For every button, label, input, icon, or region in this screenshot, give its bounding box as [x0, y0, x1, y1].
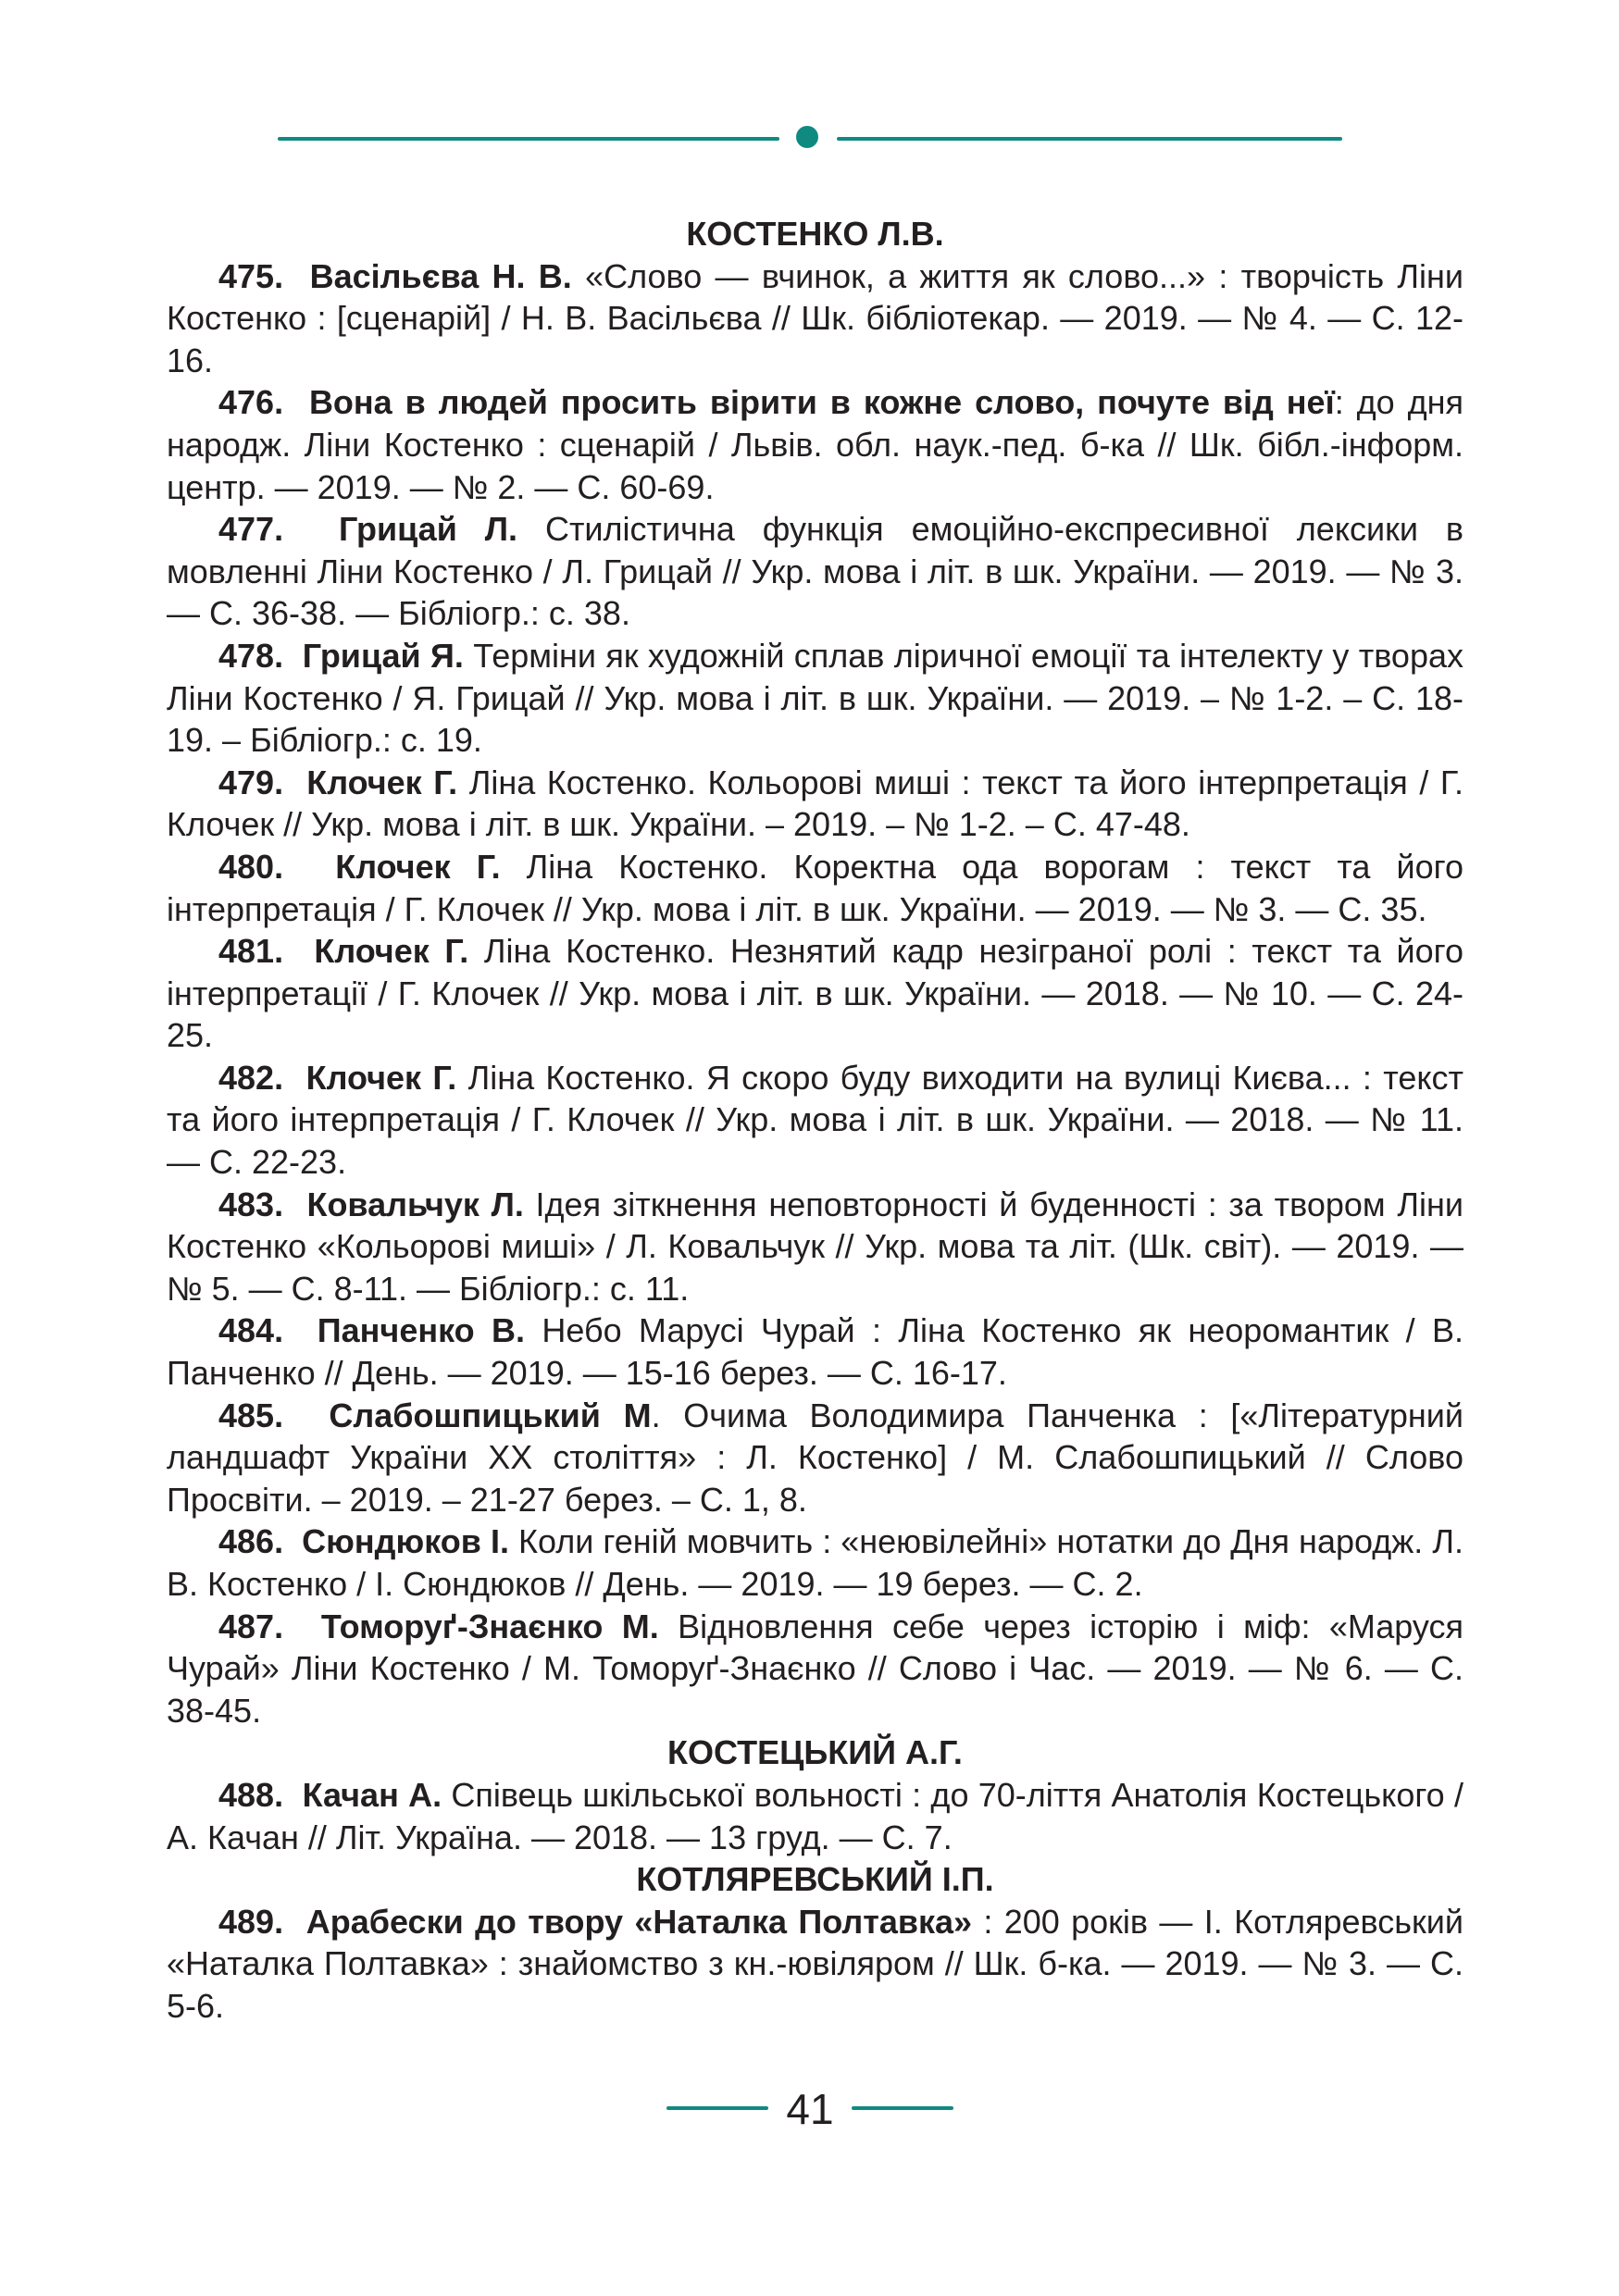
entry-author: Качан А. — [302, 1775, 442, 1814]
entry-number: 478. — [218, 636, 284, 675]
entry-text: «Слово — вчинок, а життя як слово...» : творчість Ліни Костенко : [сценарій] / Н. В. Васільєва // Шк. бібліотекар. — 2019. — № 4. — С. 12-16. — [167, 256, 1463, 379]
bibliography-entry — [167, 1520, 1463, 1605]
entry-number: 476. — [218, 383, 284, 422]
bibliography-entry — [167, 1774, 1463, 1858]
entry-author: Слабошпицький М — [329, 1396, 652, 1434]
entry-text: Коли геній мовчить : «неювілейні» нотатки до Дня народж. Л. В. Костенко / І. Сюндюков // День. — 2019. — 19 берез. — С. 2. — [167, 1522, 1463, 1603]
bibliography-entry — [167, 508, 1463, 635]
entry-text: : до дня народж. Ліни Костенко : сценарій / Львів. обл. наук.-пед. б-ка // Шк. бібл.-інформ. центр. — 2019. — № 2. — С. 60-69. — [167, 383, 1463, 506]
entry-author: Клочек Г. — [335, 847, 501, 886]
bibliography-entry — [167, 381, 1463, 508]
entry-author: Клочек Г. — [306, 763, 458, 801]
section-heading: КОСТЕНКО Л.В. — [686, 215, 944, 253]
bibliography-entry — [167, 1606, 1463, 1732]
bibliography-entry — [167, 1057, 1463, 1184]
page-number: 41 — [786, 2085, 834, 2133]
bibliography-entry — [167, 1184, 1463, 1310]
entry-text: Ліна Костенко. Коректна ода ворогам : текст та його інтерпретація / Г. Клочек // Укр. мова і літ. в шк. України. — 2019. — № 3. — С. 35. — [167, 847, 1463, 928]
entry-text: Ідея зіткнення неповторності й буденності : за твором Ліни Костенко «Кольорові миші» / Л. Ковальчук // Укр. мова та літ. (Шк. світ). — 2019. — № 5. — С. 8-11. — Бібліогр.: с. 11. — [167, 1185, 1463, 1308]
page-footer — [666, 2082, 953, 2138]
entry-text: Ліна Костенко. Я скоро буду виходити на вулиці Києва... : текст та його інтерпретація / Г. Клочек // Укр. мова і літ. в шк. України. — 2018. — № 11. — С. 22-23. — [167, 1058, 1463, 1182]
entry-text: Співець шкільської вольності : до 70-ліття Анатолія Костецького / А. Качан // Літ. Україна. — 2018. — 13 груд. — С. 7. — [167, 1775, 1463, 1856]
entry-author: Сюндюков І. — [302, 1522, 509, 1561]
bibliography-entry — [167, 255, 1463, 382]
entry-author: Томоруґ-Знаєнко М. — [320, 1607, 659, 1645]
entry-text: Ліна Костенко. Незнятий кадр незіграної ролі : текст та його інтерпретації / Г. Клочек // Укр. мова і літ. в шк. України. — 2018. — № 10. — С. 24-25. — [167, 932, 1463, 1055]
entry-text: Небо Марусі Чурай : Ліна Костенко як неоромантик / В. Панченко // День. — 2019. — 15-16 берез. — С. 16-17. — [167, 1311, 1463, 1393]
bibliography-entry — [167, 1395, 1463, 1521]
entry-text: . Очима Володимира Панченка : [«Літературний ландшафт України XX століття» : Л. Костенко] / М. Слабошпицький // Слово Просвіти. – 2019. – 21-27 берез. – С. 1, 8. — [167, 1396, 1463, 1519]
top-ornament — [278, 126, 1342, 152]
entry-number: 479. — [218, 763, 284, 801]
bibliography-entry — [167, 846, 1463, 930]
entry-text: Ліна Костенко. Кольорові миші : текст та його інтерпретація / Г. Клочек // Укр. мова і літ. в шк. України. – 2019. – № 1-2. – С. 47-48. — [167, 763, 1464, 844]
section-heading: КОТЛЯРЕВСЬКИЙ І.П. — [636, 1860, 994, 1899]
entry-author: Арабески до твору «Наталка Полтавка» — [305, 1902, 973, 1941]
entry-author: Грицай Я. — [302, 636, 464, 675]
entry-number: 486. — [218, 1522, 284, 1561]
ornament-line-left — [278, 137, 779, 141]
entry-number: 483. — [218, 1185, 284, 1223]
entry-number: 475. — [218, 256, 284, 295]
footer-line-right — [852, 2106, 953, 2110]
entry-author: Клочек Г. — [314, 932, 469, 971]
entry-author: Клочек Г. — [305, 1058, 457, 1097]
bibliography-entry — [167, 635, 1463, 762]
bibliography-entry — [167, 930, 1463, 1057]
ornament-line-right — [837, 137, 1342, 141]
entry-number: 489. — [218, 1902, 284, 1941]
bibliography-entry — [167, 1309, 1463, 1394]
entry-number: 482. — [218, 1058, 284, 1097]
entry-author: Васільєва Н. В. — [309, 256, 572, 295]
entry-author: Вона в людей просить вірити в кожне слово, почуте від неї — [308, 383, 1335, 422]
entry-number: 485. — [218, 1396, 284, 1434]
entry-text: Відновлення себе через історію і міф: «Маруся Чурай» Ліни Костенко / М. Томоруґ-Знаєнко // Слово і Час. — 2019. — № 6. — С. 38-45. — [167, 1607, 1463, 1730]
entry-number: 488. — [218, 1775, 284, 1814]
entry-number: 481. — [218, 932, 284, 971]
entry-number: 487. — [218, 1607, 284, 1645]
entry-number: 480. — [218, 847, 284, 886]
footer-line-left — [666, 2106, 768, 2110]
entry-author: Грицай Л. — [338, 510, 518, 549]
entry-text: : 200 років — І. Котляревський «Наталка Полтавка» : знайомство з кн.-ювіляром // Шк. б-ка. — 2019. — № 3. — С. 5-6. — [167, 1902, 1463, 2025]
entry-text: Терміни як художній сплав ліричної емоції та інтелекту у творах Ліни Костенко / Я. Грицай // Укр. мова і літ. в шк. України. — 2019. – № 1-2. – С. 18-19. – Бібліогр.: с. 19. — [167, 636, 1463, 760]
ornament-dot — [796, 126, 818, 148]
section-heading: КОСТЕЦЬКИЙ А.Г. — [667, 1733, 963, 1772]
entry-number: 484. — [218, 1311, 284, 1350]
bibliography-content — [167, 213, 1463, 2028]
entry-author: Ковальчук Л. — [306, 1185, 524, 1223]
entry-author: Панченко В. — [317, 1311, 525, 1350]
bibliography-entry — [167, 762, 1463, 846]
bibliography-entry — [167, 1901, 1463, 2028]
entry-text: Стилістична функція емоційно-експресивної лексики в мовленні Ліни Костенко / Л. Грицай // Укр. мова і літ. в шк. України. — 2019. — № 3. — С. 36-38. — Бібліогр.: с. 38. — [167, 510, 1463, 633]
entry-number: 477. — [218, 510, 284, 549]
